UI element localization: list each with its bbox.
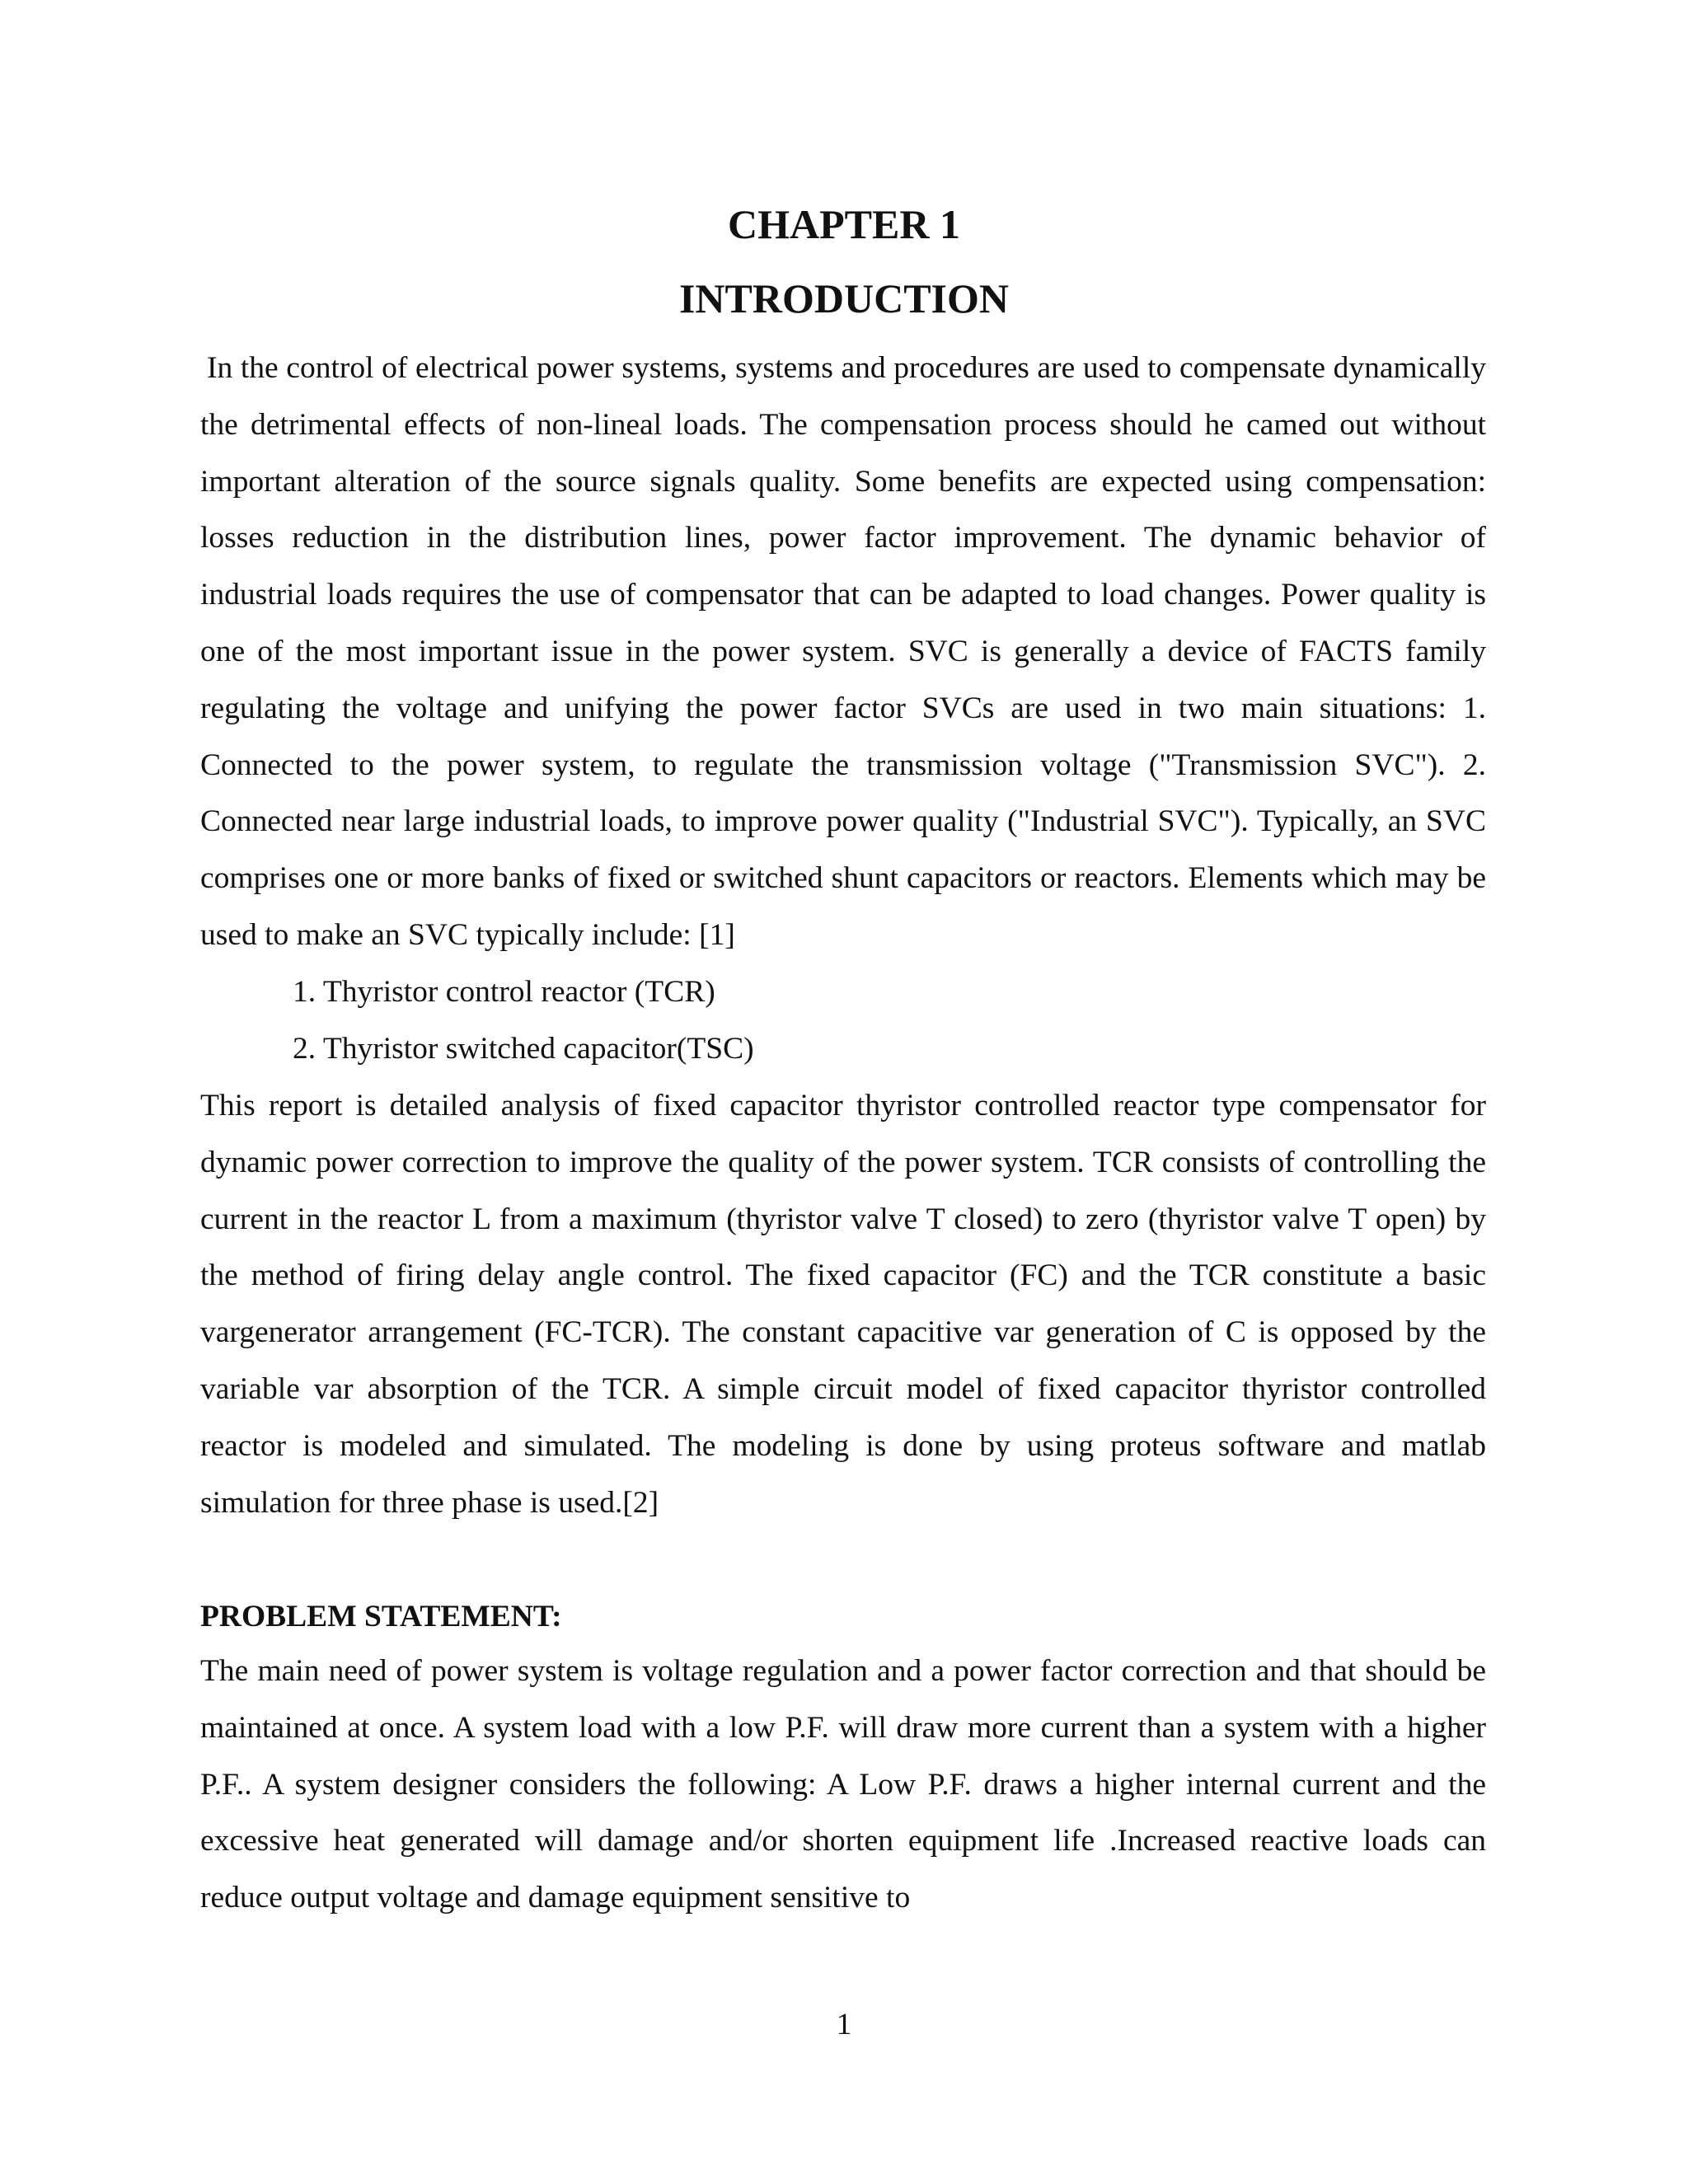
chapter-number: CHAPTER 1 bbox=[728, 201, 960, 247]
chapter-title: INTRODUCTION bbox=[678, 275, 1010, 321]
intro-paragraph: In the control of electrical power systems, systems and procedures are used to compensate dynamically the detrimental effects of non-lineal loads. The compensation process should he camed out without important alteration of the source signals quality. Some benefits are expected using compensation: losses reduction in the distribution lines, power factor improvement. The dynamic behavior of industrial loads requires the use of compensator that can be adapted to load changes. Power quality is one of the most important issue in the power system. SVC is generally a device of FACTS family regulating the voltage and unifying the power factor SVCs are used in two main situations: 1. Connected to the power system, to regulate the transmission voltage ("Transmission SVC"). 2. Connected near large industrial loads, to improve power quality ("Industrial SVC"). Typically, an SVC comprises one or more banks of fixed or switched shunt capacitors or reactors. Elements which may be used to make an SVC typically include: [1] bbox=[200, 351, 1486, 952]
report-paragraph: This report is detailed analysis of fixed capacitor thyristor controlled reactor type compensator for dynamic power correction to improve the quality of the power system. TCR consists of controlling the current in the reactor L from a maximum (thyristor valve T closed) to zero (thyristor valve T open) by the method of firing delay angle control. The fixed capacitor (FC) and the TCR constitute a basic vargenerator arrangement (FC-TCR). The constant capacitive var generation of C is opposed by the variable var absorption of the TCR. A simple circuit model of fixed capacitor thyristor controlled reactor is modeled and simulated. The modeling is done by using proteus software and matlab simulation for three phase is used.[2] bbox=[200, 1089, 1486, 1520]
page-number: 1 bbox=[836, 2008, 852, 2041]
problem-statement-paragraph: The main need of power system is voltage regulation and a power factor correction and that should be maintained at once. A system load with a low P.F. will draw more current than a system with a higher P.F.. A system designer considers the following: A Low P.F. draws a higher internal current and the excessive heat generated will damage and/or shorten equipment life .Increased reactive loads can reduce output voltage and damage equipment sensitive to bbox=[200, 1654, 1486, 1915]
list-item: 2. Thyristor switched capacitor(TSC) bbox=[293, 1032, 754, 1066]
list-item: 1. Thyristor control reactor (TCR) bbox=[293, 975, 715, 1009]
problem-statement-heading: PROBLEM STATEMENT: bbox=[200, 1600, 562, 1633]
